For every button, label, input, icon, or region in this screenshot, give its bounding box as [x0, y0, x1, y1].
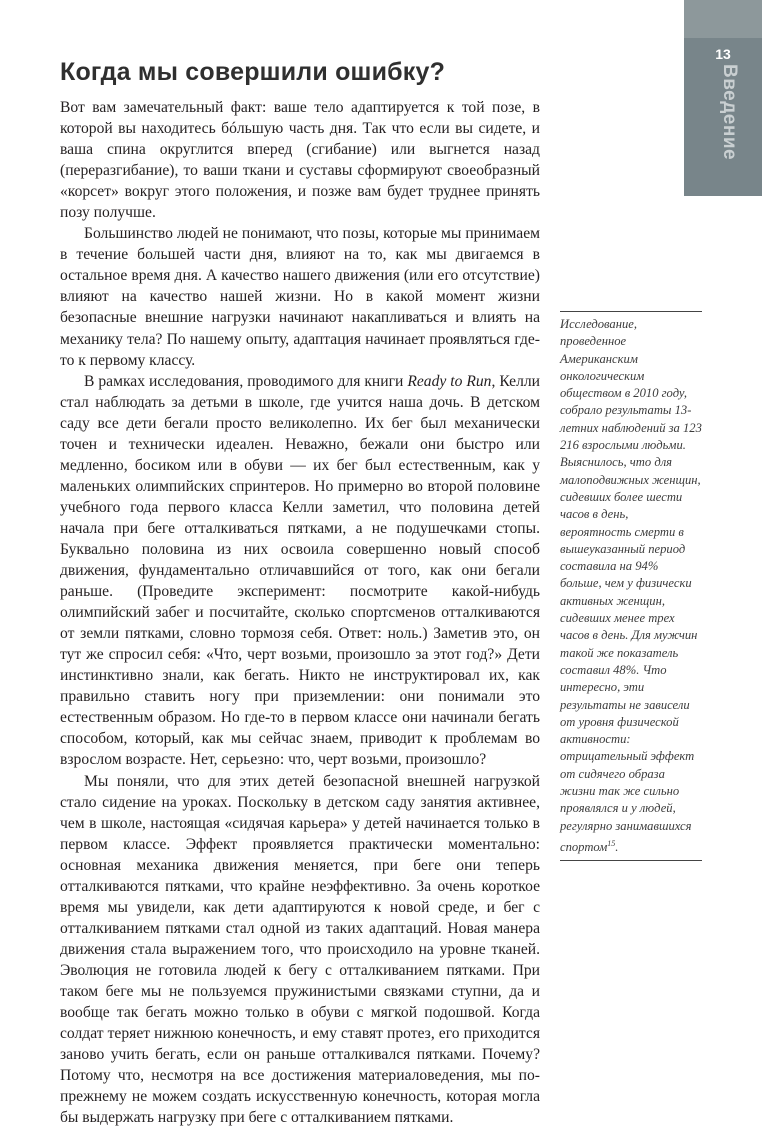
paragraph-1: Вот вам замечательный факт: ваше тело адаптируется к той позе, в которой вы находитесь бóльшую часть дня. Так что если вы сидете, и ваша спина округлится вперед (сгибание) или выгнется назад (переразгибание), то ваши ткани и суставы сформируют своеобразный «корсет» вокруг этого положения, и позже вам будет труднее принять позу получше. — [60, 97, 540, 223]
paragraph-3 — [60, 371, 540, 771]
sidebar-bottom-rule — [560, 860, 702, 861]
sidebar-text: Исследование, проведенное Американским онкологическим обществом в 2010 году, собрало результаты 13-летних наблюдений за 123 216 взрослыми людьми. Выяснилось, что для малоподвижных женщин, сидевших более шести часов в день, вероятность смерти в вышеуказанный период составила на 94% больше, чем у физически активных женщин, сидевших менее трех часов в день. Для мужчин такой же показатель составил 48%. Что интересно, эти результаты не зависели от уровня физической активности: отрицательный эффект от сидячего образа жизни так же сильно проявлялся и у людей, регулярно занимавшихся спортом — [560, 317, 702, 854]
footnote-ref: 15 — [607, 839, 615, 848]
paragraph-3-rest: , Келли стал наблюдать за детьми в школе, где учится наша дочь. В детском саду все дети бегали просто великолепно. Их бег был механически точен и технически идеален. Неважно, бежали они быстро или медленно, босиком или в обуви — их бег был естественным, как у маленьких олимпийских спринтеров. Но примерно во второй половине учебного года первого класса Келли заметил, что половина детей начала при беге отталкиваться пятками, а не подушечками стопы. Буквально половина из них освоила совершенно новый способ движения, фундаментально отличавшийся от того, как они бегали раньше. (Проведите эксперимент: посмотрите какой-нибудь олимпийский забег и посчитайте, сколько спортсменов отталкиваются от земли пятками, словно тормозя себя. Ответ: ноль.) Заметив это, он тут же спросил себя: «Что, черт возьми, произошло за этот год?» Дети инстинктивно знали, как бегать. Никто не инструктировал их, как правильно ставить ногу при приземлении: они понимали это естественным образом. Но где-то в первом классе они начинали бегать способом, который, как мы сейчас знаем, приводит к проблемам во взрослом возрасте. Нет, серьезно: что, черт возьми, произошло? — [60, 373, 540, 769]
main-body-text — [60, 97, 540, 1128]
page-number-block — [684, 0, 762, 38]
sidebar-note — [560, 311, 702, 856]
sidebar-end: . — [615, 840, 618, 854]
paragraph-4: Мы поняли, что для этих детей безопасной внешней нагрузкой стало сидение на уроках. Поскольку в детском саду занятия активнее, чем в школе, настоящая «сидячая карьера» у детей начинается только в первом классе. Эффект проявляется практически моментально: основная механика движения меняется, при беге они теперь отталкиваются пятками, что крайне неэффективно. За очень короткое время мы увидели, как дети адаптируются к новой среде, и бег с отталкиванием пятками стал одной из таких адаптаций. Новая манера движения стала выражением того, что происходило на уровне тканей. Эволюция не готовила людей к бегу с отталкиванием пятками. При таком беге мы не пользуемся пружинистыми связками ступни, да и вообще так бегать можно только в обуви с мягкой подошвой. Когда солдат теряет нижнюю конечность, и ему ставят протез, его приходится заново учить бегать, если он раньше отталкивался пятками. Почему? Потому что, несмотря на все достижения материаловедения, мы по-прежнему не можем создать искусственную конечность, которая могла бы выдержать нагрузку при беге с отталкиванием пятками. — [60, 771, 540, 1128]
page-number: 13 — [684, 46, 762, 62]
book-title: Ready to Run — [407, 373, 491, 390]
paragraph-2: Большинство людей не понимают, что позы, которые мы принимаем в течение большей части дня, влияют на то, как мы двигаемся в остальное время дня. А качество нашего движения (или его отсутствие) влияют на качество нашей жизни. Но в какой момент жизни безопасные внешние нагрузки начинают накапливаться и влиять на механику тела? По нашему опыту, адаптация начинает проявляться где-то к первому классу. — [60, 223, 540, 370]
chapter-heading: Когда мы совершили ошибку? — [60, 58, 660, 87]
paragraph-3-start: В рамках исследования, проводимого для книги — [84, 373, 407, 390]
section-tab-label: Введение — [706, 64, 740, 174]
